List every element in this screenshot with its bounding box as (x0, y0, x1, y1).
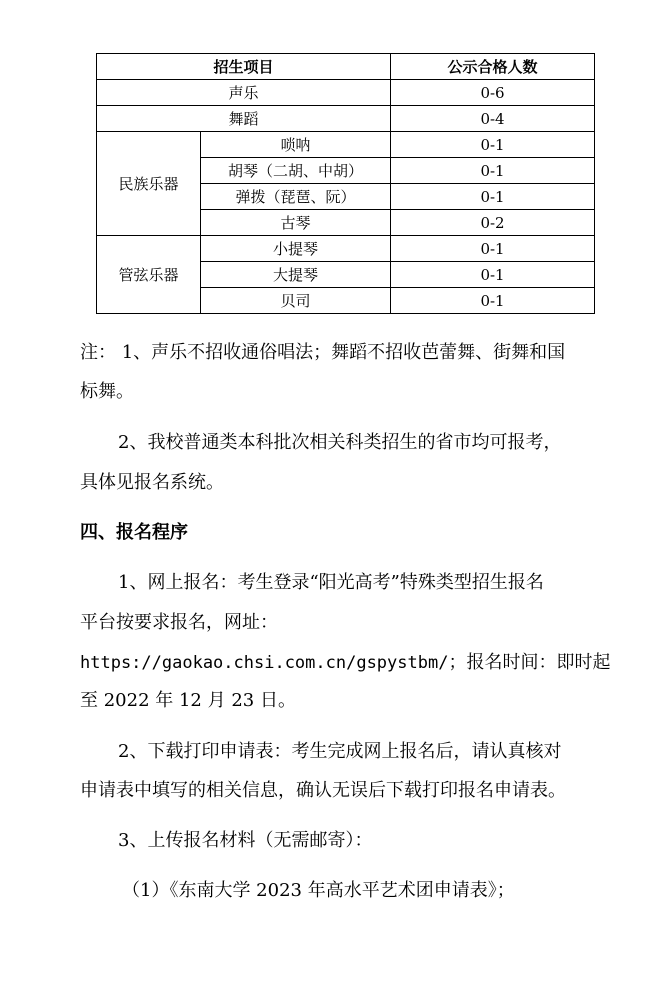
item-1-line-1: 1、网上报名：考生登录“阳光高考”特殊类型招生报名 (118, 572, 544, 593)
count-cell: 0-1 (391, 288, 595, 314)
header-count: 公示合格人数 (391, 54, 595, 80)
item-3-sub-1: （1）《东南大学 2023 年高水平艺术团申请表》； (122, 880, 515, 901)
table-header-row (97, 54, 595, 80)
section-heading: 四、报名程序 (80, 522, 188, 543)
item-3-line-1: 3、上传报名材料（无需邮寄）： (118, 830, 373, 851)
item-1-line-4: 至 2022 年 12 月 23 日。 (80, 690, 296, 711)
table-row (97, 132, 595, 158)
item-1-line-3 (80, 648, 610, 674)
count-cell: 0-6 (391, 80, 595, 106)
table-row (97, 80, 595, 106)
group-label: 管弦乐器 (97, 236, 201, 314)
instrument-cell: 小提琴 (201, 236, 391, 262)
instrument-cell: 胡琴（二胡、中胡） (201, 158, 391, 184)
project-cell: 声乐 (97, 80, 391, 106)
group-label: 民族乐器 (97, 132, 201, 236)
count-cell: 0-4 (391, 106, 595, 132)
item-2-line-1: 2、下载打印申请表：考生完成网上报名后，请认真核对 (118, 741, 562, 762)
item-2-line-2: 申请表中填写的相关信息，确认无误后下载打印报名申请表。 (80, 780, 566, 801)
count-cell: 0-1 (391, 158, 595, 184)
note-2-line-2: 具体见报名系统。 (80, 472, 224, 493)
project-cell: 舞蹈 (97, 106, 391, 132)
instrument-cell: 弹拨（琵琶、阮） (201, 184, 391, 210)
instrument-cell: 贝司 (201, 288, 391, 314)
table-row (97, 236, 595, 262)
count-cell: 0-1 (391, 262, 595, 288)
count-cell: 0-1 (391, 184, 595, 210)
count-cell: 0-2 (391, 210, 595, 236)
note-2-line-1: 2、我校普通类本科批次相关科类招生的省市均可报考， (118, 432, 562, 453)
header-project: 招生项目 (97, 54, 391, 80)
instrument-cell: 大提琴 (201, 262, 391, 288)
count-cell: 0-1 (391, 132, 595, 158)
registration-url[interactable]: https://gaokao.chsi.com.cn/gspystbm/ (80, 653, 449, 673)
count-cell: 0-1 (391, 236, 595, 262)
table-row (97, 106, 595, 132)
instrument-cell: 唢呐 (201, 132, 391, 158)
item-1-line-2: 平台按要求报名，网址： (80, 612, 278, 633)
registration-time-text: ；报名时间：即时起 (448, 652, 611, 673)
instrument-cell: 古琴 (201, 210, 391, 236)
note-1-line-2: 标舞。 (80, 381, 134, 402)
quota-table (96, 53, 595, 314)
note-1-line-1: 注： 1、声乐不招收通俗唱法；舞蹈不招收芭蕾舞、街舞和国 (80, 342, 566, 363)
